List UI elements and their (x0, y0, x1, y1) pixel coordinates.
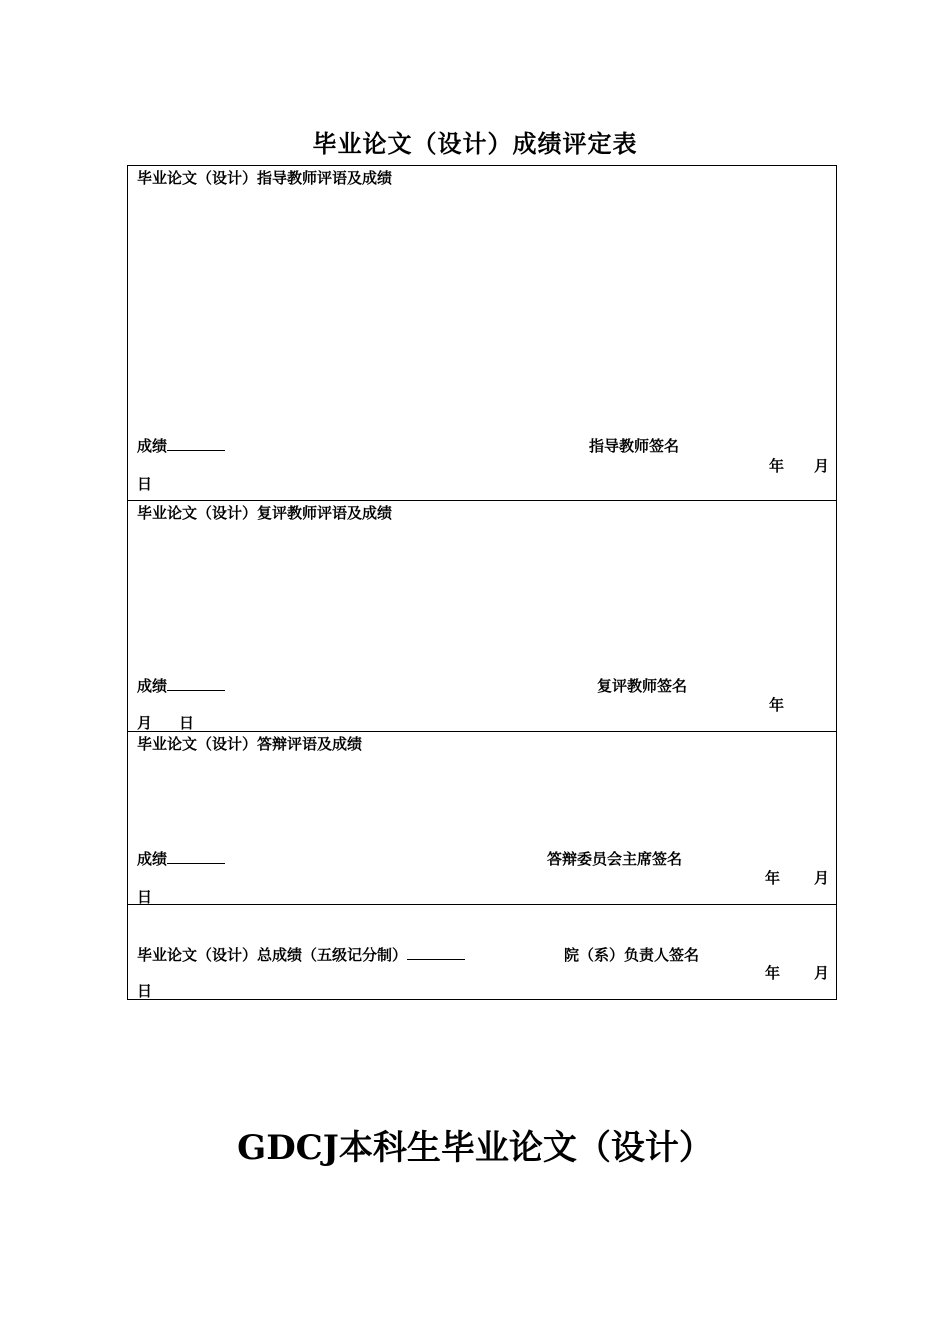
dept-head-signature-label: 院（系）负责人签名 (564, 946, 700, 964)
grade-blank[interactable] (167, 436, 225, 451)
reviewer-date-day: 日 (179, 714, 195, 732)
reviewer-date-year: 年 (769, 696, 785, 714)
reviewer-signature-label: 复评教师签名 (597, 677, 688, 695)
reviewer-heading: 毕业论文（设计）复评教师评语及成绩 (137, 504, 393, 522)
grade-label: 成绩 (137, 677, 168, 695)
supervisor-date-day: 日 (137, 475, 153, 493)
supervisor-date-year: 年 (769, 457, 785, 475)
defense-grade (137, 849, 225, 869)
defense-date-month: 月 (814, 869, 830, 887)
total-grade-blank[interactable] (407, 945, 465, 960)
total-date-year: 年 (765, 964, 781, 982)
total-date-month: 月 (814, 964, 830, 982)
defense-section (128, 732, 836, 905)
total-grade-line (137, 945, 465, 965)
total-grade-label: 毕业论文（设计）总成绩（五级记分制） (137, 946, 408, 964)
reviewer-date-month: 月 (137, 714, 153, 732)
total-date-day: 日 (137, 982, 153, 1000)
supervisor-signature-label: 指导教师签名 (589, 437, 680, 455)
defense-signature-label: 答辩委员会主席签名 (547, 850, 683, 868)
reviewer-grade (137, 676, 225, 696)
supervisor-section (128, 166, 836, 501)
grade-label: 成绩 (137, 437, 168, 455)
grade-blank[interactable] (167, 849, 225, 864)
defense-date-day: 日 (137, 888, 153, 906)
supervisor-grade (137, 436, 225, 456)
defense-date-year: 年 (765, 869, 781, 887)
defense-heading: 毕业论文（设计）答辩评语及成绩 (137, 735, 363, 753)
document-subtitle: GDCJ本科生毕业论文（设计） (237, 1128, 713, 1168)
total-grade-section (128, 905, 836, 1001)
grade-blank[interactable] (167, 676, 225, 691)
supervisor-date-month: 月 (814, 457, 830, 475)
evaluation-table (127, 165, 837, 1000)
form-title: 毕业论文（设计）成绩评定表 (312, 129, 638, 158)
reviewer-section (128, 501, 836, 732)
supervisor-heading: 毕业论文（设计）指导教师评语及成绩 (137, 169, 393, 187)
grade-label: 成绩 (137, 850, 168, 868)
